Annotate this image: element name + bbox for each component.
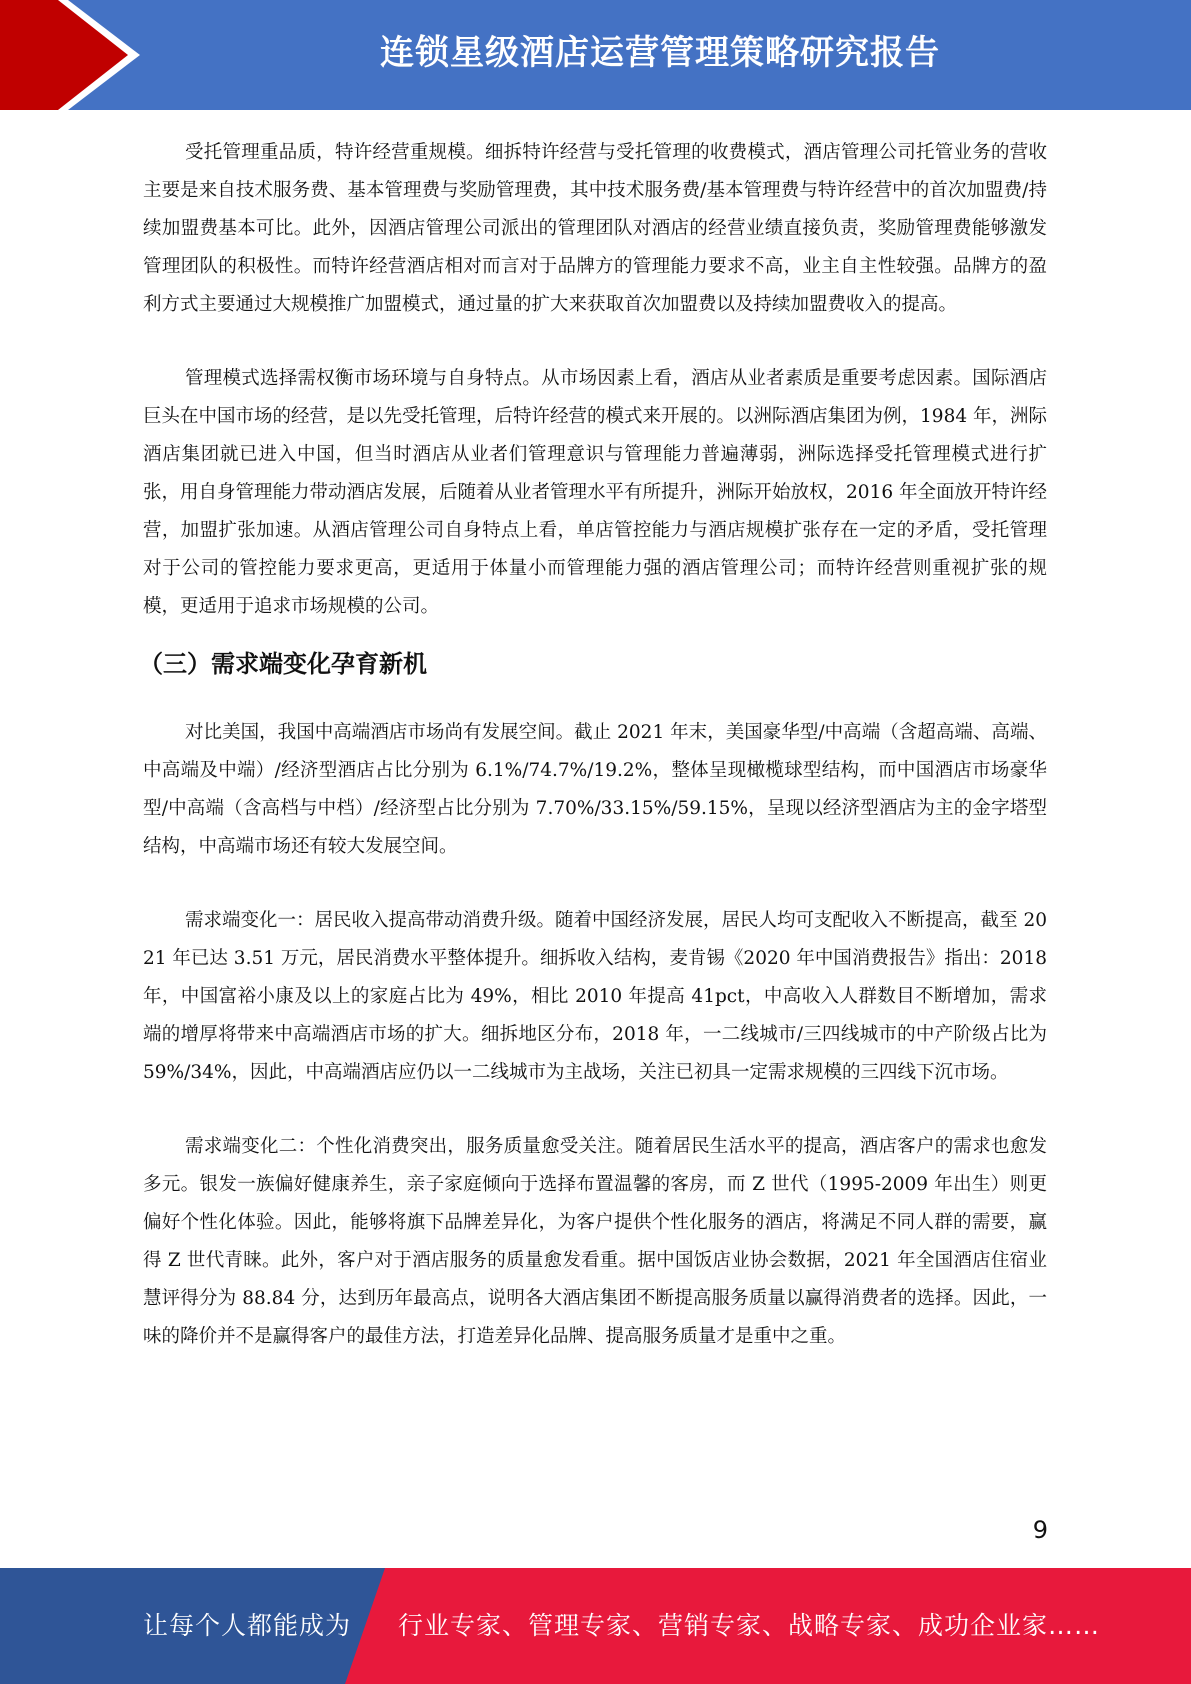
page-number: 9 — [1032, 1516, 1048, 1544]
report-title: 连锁星级酒店运营管理策略研究报告 — [380, 33, 940, 73]
page-footer — [0, 1568, 1191, 1684]
paragraph-demand-change-one: 需求端变化一：居民收入提高带动消费升级。随着中国经济发展，居民人均可支配收入不断提高，截至 2021 年已达 3.51 万元，居民消费水平整体提升。细拆收入结构，麦肯锡《2020 年中国消费报告》指出：2018 年，中国富裕小康及以上的家庭占比为 49%，相比 2010 年提高 41pct，中高收入人群数目不断增加，需求端的增厚将带来中高端酒店市场的扩大。细拆地区分布，2018 年，一二线城市/三四线城市的中产阶级占比为 59%/34%，因此，中高端酒店应仍以一二线城市为主战场，关注已初具一定需求规模的三四线下沉市场。 — [143, 910, 1047, 1083]
paragraph-entrusted-vs-franchise: 受托管理重品质，特许经营重规模。细拆特许经营与受托管理的收费模式，酒店管理公司托管业务的营收主要是来自技术服务费、基本管理费与奖励管理费，其中技术服务费/基本管理费与特许经营中的首次加盟费/持续加盟费基本可比。此外，因酒店管理公司派出的管理团队对酒店的经营业绩直接负责，奖励管理费能够激发管理团队的积极性。而特许经营酒店相对而言对于品牌方的管理能力要求不高，业主自主性较强。品牌方的盈利方式主要通过大规模推广加盟模式，通过量的扩大来获取首次加盟费以及持续加盟费收入的提高。 — [143, 142, 1047, 315]
page-body — [139, 134, 1047, 1356]
paragraph-management-mode: 管理模式选择需权衡市场环境与自身特点。从市场因素上看，酒店从业者素质是重要考虑因素。国际酒店巨头在中国市场的经营，是以先受托管理，后特许经营的模式来开展的。以洲际酒店集团为例，1984 年，洲际酒店集团就已进入中国，但当时酒店从业者们管理意识与管理能力普遍薄弱，洲际选择受托管理模式进行扩张，用自身管理能力带动酒店发展，后随着从业者管理水平有所提升，洲际开始放权，2016 年全面放开特许经营，加盟扩张加速。从酒店管理公司自身特点上看，单店管控能力与酒店规模扩张存在一定的矛盾，受托管理对于公司的管控能力要求更高，更适用于体量小而管理能力强的酒店管理公司；而特许经营则重视扩张的规模，更适用于追求市场规模的公司。 — [143, 368, 1047, 617]
header-arrow-decoration — [0, 0, 160, 110]
paragraph-demand-change-two: 需求端变化二：个性化消费突出，服务质量愈受关注。随着居民生活水平的提高，酒店客户的需求也愈发多元。银发一族偏好健康养生，亲子家庭倾向于选择布置温馨的客房，而 Z 世代（1995-2009 年出生）则更偏好个性化体验。因此，能够将旗下品牌差异化，为客户提供个性化服务的酒店，将满足不同人群的需要，赢得 Z 世代青睐。此外，客户对于酒店服务的质量愈发看重。据中国饭店业协会数据，2021 年全国酒店住宿业慧评得分为 88.84 分，达到历年最高点，说明各大酒店集团不断提高服务质量以赢得消费者的选择。因此，一味的降价并不是赢得客户的最佳方法，打造差异化品牌、提高服务质量才是重中之重。 — [143, 1136, 1047, 1347]
page-header — [0, 0, 1191, 110]
footer-slogan-right: 行业专家、管理专家、营销专家、战略专家、成功企业家…… — [398, 1611, 1101, 1640]
footer-slogan-left: 让每个人都能成为 — [143, 1611, 352, 1640]
paragraph-us-comparison: 对比美国，我国中高端酒店市场尚有发展空间。截止 2021 年末，美国豪华型/中高端（含超高端、高端、中高端及中端）/经济型酒店占比分别为 6.1%/74.7%/19.2%，整体呈现橄榄球型结构，而中国酒店市场豪华型/中高端（含高档与中档）/经济型占比分别为 7.70%/33.15%/59.15%，呈现以经济型酒店为主的金字塔型结构，中高端市场还有较大发展空间。 — [143, 722, 1047, 857]
section-heading: （三）需求端变化孕育新机 — [139, 650, 427, 678]
